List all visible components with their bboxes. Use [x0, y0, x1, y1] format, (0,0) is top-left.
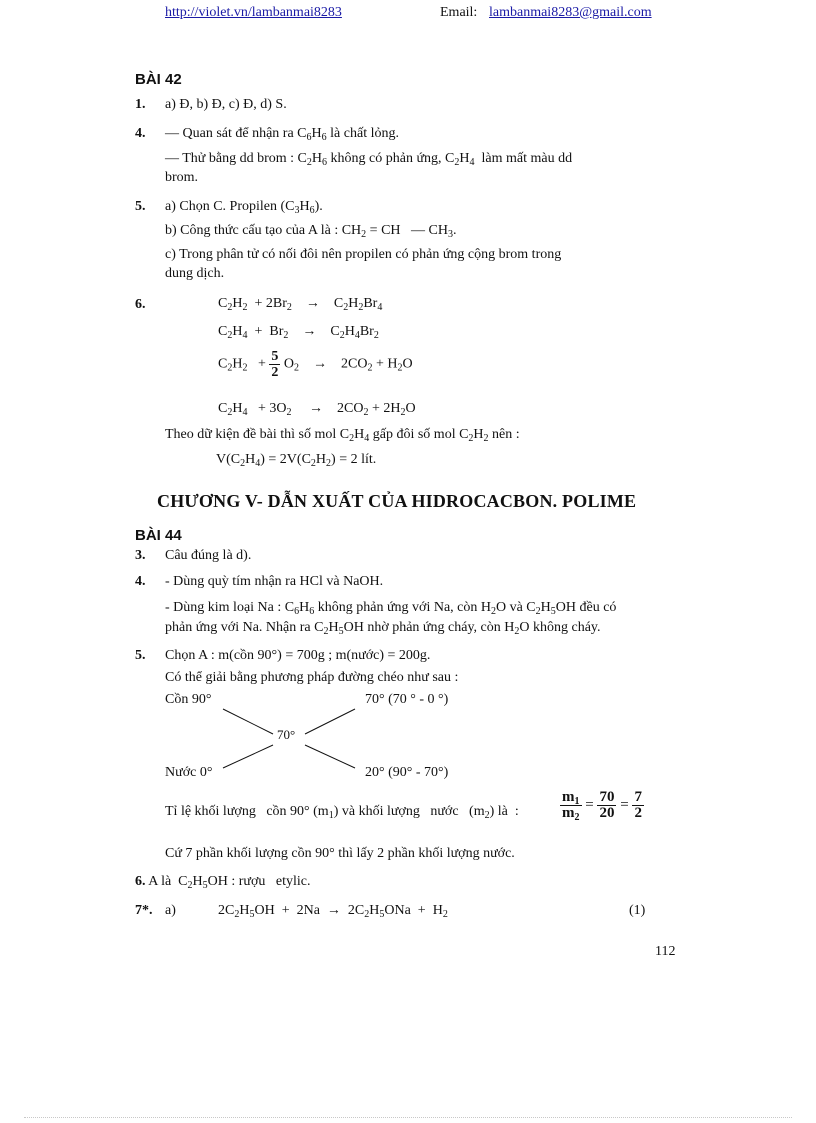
diagram-cross-lines — [215, 705, 365, 775]
b44-q7-part: a) — [165, 903, 176, 918]
b44-q6: 6. A là $C_2H_5OH$ : rượu etylic. — [135, 874, 311, 891]
b44-q5-number: 5. — [135, 648, 146, 663]
q5-c2: dung dịch. — [165, 266, 225, 281]
b44-q7-number: 7*. — [135, 903, 153, 918]
b44-q5-ratio-text: Tỉ lệ khối lượng cồn 90° $(m_1)$ và khối lượng nước $(m_2)$ là : — [165, 804, 519, 821]
q1-number: 1. — [135, 97, 146, 112]
q6-note: Theo dữ kiện đề bài thì số mol $C_2H_4$ gấp đôi số mol $C_2H_2$ nên : — [165, 427, 520, 444]
b44-q4-line2: - Dùng kim loại Na : $C_6H_6$ không phản ứng với Na, còn $H_2O$ và $C_2H_5OH$ đều có — [165, 600, 617, 617]
bottom-page-border — [24, 1117, 792, 1118]
q1-answer: a) Đ, b) Đ, c) Đ, d) S. — [165, 97, 287, 112]
b44-q3-answer: Câu đúng là d). — [165, 548, 252, 563]
q6-equation-4: $C_2H_4 + 3O_2$ → $2CO_2 + 2H_2O$ — [218, 401, 416, 418]
q4-line3: brom. — [165, 170, 199, 185]
q6-equation-1: $C_2H_2 + 2Br_2$ → $C_2H_2Br_4$ — [218, 296, 383, 313]
q4-line1: — Quan sát để nhận ra $C_6H_6$ là chất lỏng. — [165, 126, 399, 143]
q4-line2: — Thử bằng dd brom : $C_2H_6$ không có phản ứng, $C_2H_4$ làm mất màu dd — [165, 151, 573, 168]
q6-number: 6. — [135, 297, 146, 312]
header-link[interactable]: http://violet.vn/lambanmai8283 — [165, 5, 342, 20]
b44-q4-number: 4. — [135, 574, 146, 589]
header-email[interactable]: lambanmai8283@gmail.com — [489, 5, 652, 20]
header-email-label: Email: — [440, 5, 478, 20]
diagram-top-left: Cồn 90° — [165, 692, 212, 707]
section-title-bai42: BÀI 42 — [135, 71, 182, 88]
diagram-bottom-left: Nước 0° — [165, 765, 213, 780]
b44-q4-line1: - Dùng quỳ tím nhận ra HCl và NaOH. — [165, 574, 384, 589]
chapter-title: CHƯƠNG V- DẪN XUẤT CỦA HIDROCACBON. POLIME — [157, 491, 637, 511]
b44-q4-line3: phản ứng với Na. Nhận ra $C_2H_5OH$ nhờ phản ứng cháy, còn $H_2O$ không cháy. — [165, 620, 601, 637]
b44-q5-ratio: $\frac{m_1}{m_2}$ = $\frac{70}{20}$ = $\frac{7}{2}$ — [562, 789, 642, 823]
b44-q5-conclusion: Cứ 7 phần khối lượng cồn 90° thì lấy 2 phần khối lượng nước. — [165, 846, 515, 861]
q4-number: 4. — [135, 126, 146, 141]
diagram-top-right: 70° (70 ° - 0 °) — [365, 692, 449, 707]
q5-a: a) Chọn C. Propilen $(C_3H_6)$. — [165, 199, 323, 216]
q5-number: 5. — [135, 199, 146, 214]
b44-q7-equation: $2C_2H_5OH + 2Na \to 2C_2H_5ONa + H_2$ — [218, 903, 448, 920]
b44-q7-tag: (1) — [629, 903, 646, 918]
q5-c1: c) Trong phân tử có nối đôi nên propilen có phản ứng cộng brom trong — [165, 247, 562, 262]
q5-b: b) Công thức cấu tạo của A là : $CH_2$ = CH — $CH_3$. — [165, 223, 457, 240]
b44-q5-line1: Chọn A : m(cồn 90°) = 700g ; m(nước) = 200g. — [165, 648, 431, 663]
b44-q3-number: 3. — [135, 548, 146, 563]
q6-equation-2: $C_2H_4 + Br_2$ → $C_2H_4Br_2$ — [218, 324, 379, 341]
b44-q5-line2: Có thể giải bằng phương pháp đường chéo như sau : — [165, 670, 459, 685]
diagram-center: 70° — [277, 727, 296, 742]
diagram-bottom-right: 20° (90° - 70°) — [365, 765, 449, 780]
section-title-bai44: BÀI 44 — [135, 527, 182, 544]
q6-equation-3: $C_2H_2$ + $\frac{5}{2}$ $O_2$ → $2CO_2 + H_2O$ — [218, 349, 413, 380]
q6-result: $V(C_2H_4) = 2V(C_2H_2) = 2$ lít. — [216, 452, 377, 469]
page-number: 112 — [655, 944, 676, 959]
